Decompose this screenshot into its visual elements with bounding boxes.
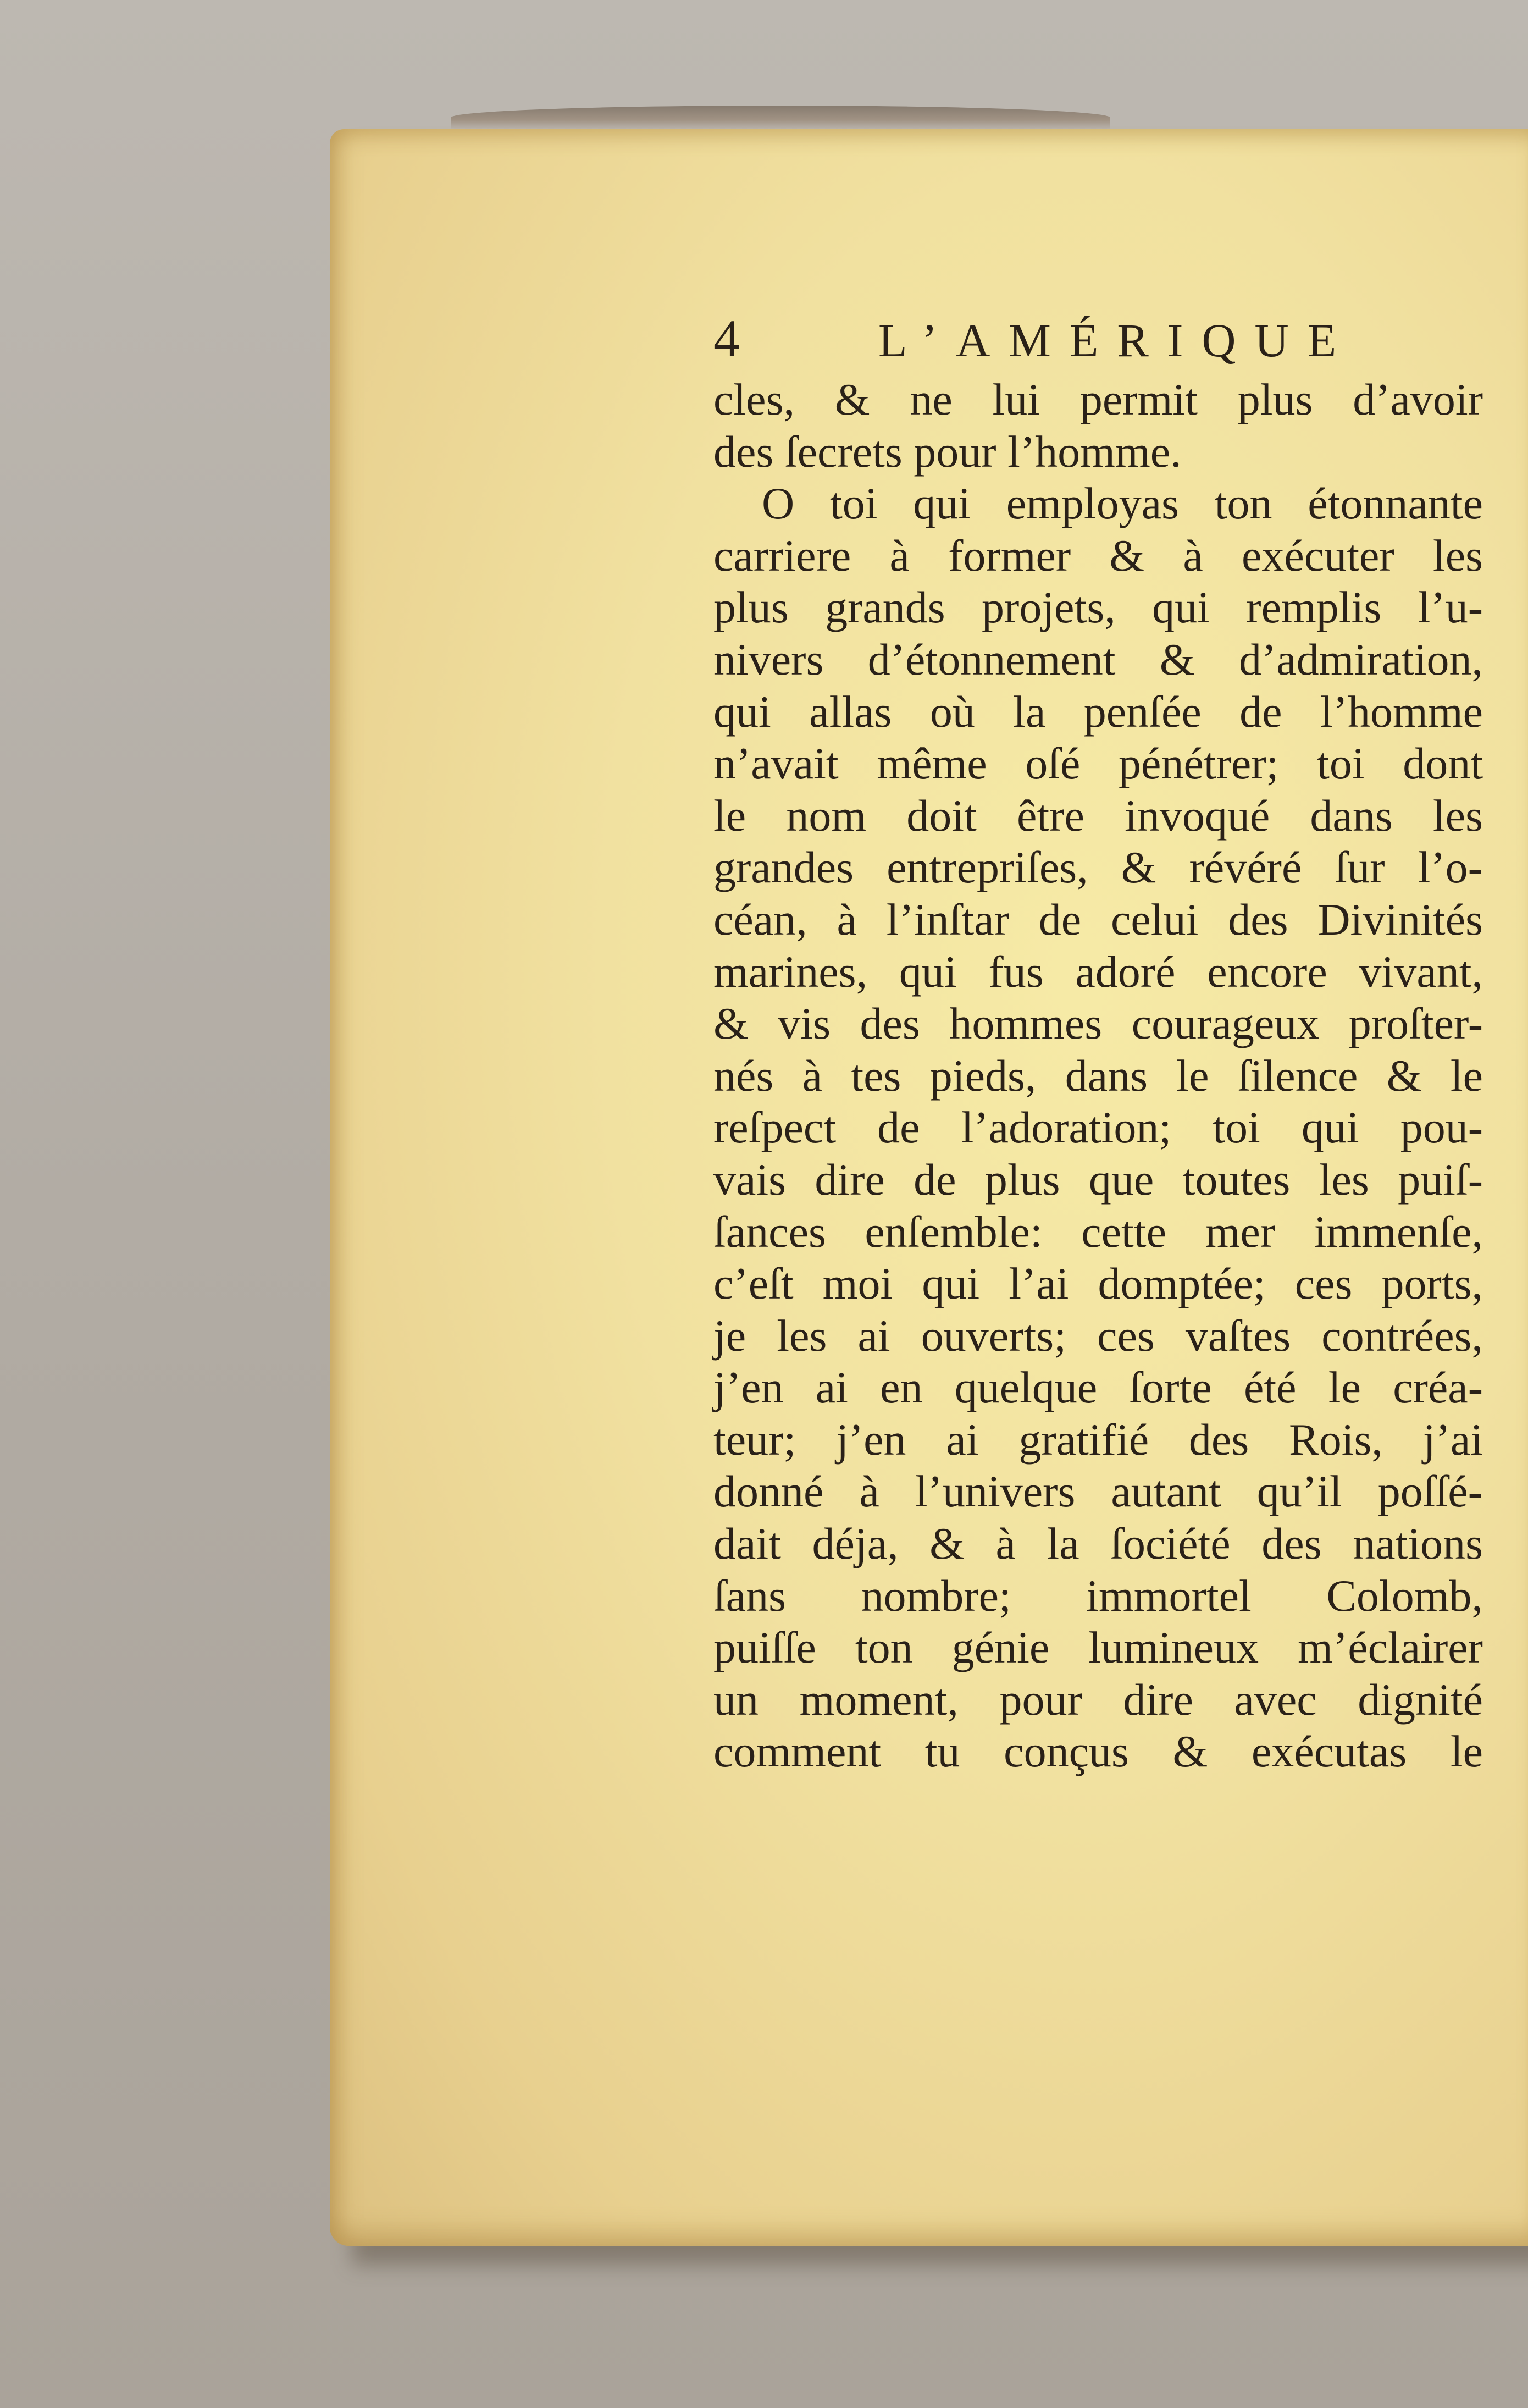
- page-top-edge: [451, 106, 1110, 130]
- text-line: qui allas où la penſée de l’homme: [713, 686, 1483, 737]
- text-line: céan, à l’inſtar de celui des Divinités: [713, 894, 1483, 945]
- text-line: un moment, pour dire avec dignité: [713, 1674, 1483, 1725]
- text-line: je les ai ouverts; ces vaſtes contrées,: [713, 1310, 1483, 1361]
- running-head: L’AMÉRIQUE: [878, 314, 1355, 367]
- page-number: 4: [713, 309, 740, 368]
- text-line: marines, qui fus adoré encore vivant,: [713, 946, 1483, 997]
- text-line: le nom doit être invoqué dans les: [713, 790, 1483, 841]
- text-line: nés à tes pieds, dans le ſilence & le: [713, 1050, 1483, 1101]
- text-line: des ſecrets pour l’homme.: [713, 426, 1182, 477]
- text-line: ſans nombre; immortel Colomb,: [713, 1570, 1483, 1621]
- text-line: grandes entrepriſes, & révéré ſur l’o-: [713, 842, 1483, 893]
- text-line: reſpect de l’adoration; toi qui pou-: [713, 1102, 1483, 1153]
- text-line: teur; j’en ai gratifié des Rois, j’ai: [713, 1414, 1483, 1465]
- page-text-block: [713, 308, 1483, 1778]
- text-line: O toi qui employas ton étonnante: [762, 478, 1483, 529]
- text-line: & vis des hommes courageux proſter-: [713, 998, 1483, 1049]
- text-line: nivers d’étonnement & d’admiration,: [713, 634, 1483, 684]
- text-line: cles, & ne lui permit plus d’avoir: [713, 374, 1483, 424]
- text-line: vais dire de plus que toutes les puiſ-: [713, 1154, 1483, 1205]
- text-line: plus grands projets, qui remplis l’u-: [713, 582, 1483, 633]
- text-line: j’en ai en quelque ſorte été le créa-: [713, 1362, 1483, 1413]
- text-line: comment tu conçus & exécutas le: [713, 1726, 1483, 1777]
- text-line: carriere à former & à exécuter les: [713, 530, 1483, 581]
- text-line: ſances enſemble: cette mer immenſe,: [713, 1206, 1483, 1257]
- text-line: n’avait même oſé pénétrer; toi dont: [713, 738, 1483, 789]
- text-line: puiſſe ton génie lumineux m’éclairer: [713, 1622, 1483, 1673]
- page-header: [713, 308, 1483, 374]
- text-line: donné à l’univers autant qu’il poſſé-: [713, 1466, 1483, 1517]
- text-line: dait déja, & à la ſociété des nations: [713, 1518, 1483, 1569]
- body-text: [713, 374, 1483, 1778]
- text-line: c’eſt moi qui l’ai domptée; ces ports,: [713, 1258, 1483, 1309]
